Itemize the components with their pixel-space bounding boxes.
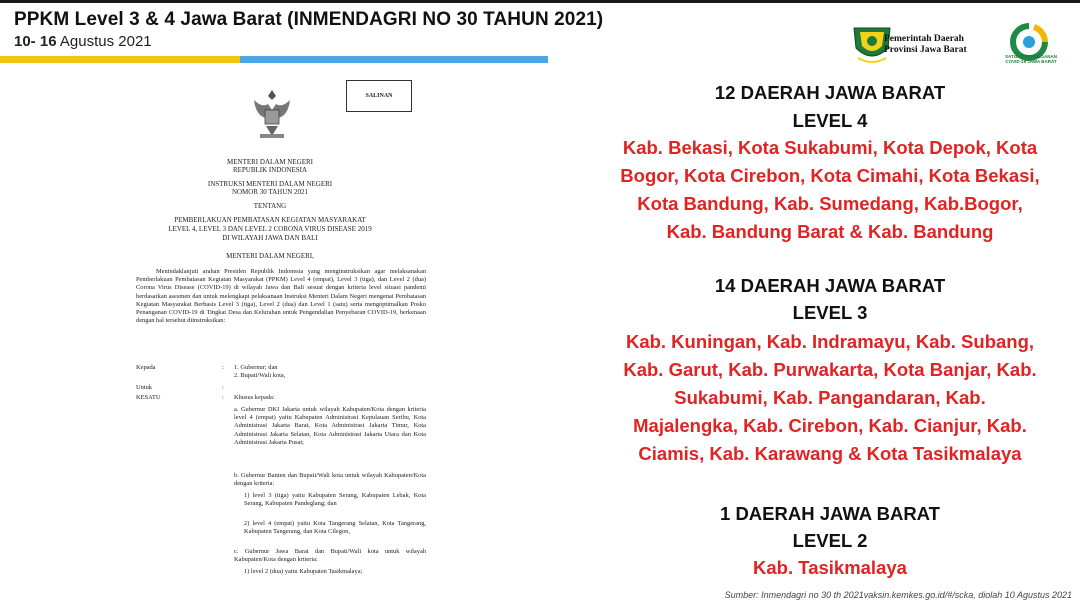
- level2-heading-count: 1 DAERAH JAWA BARAT: [720, 503, 940, 524]
- level3-heading-level: LEVEL 3: [792, 302, 868, 323]
- level4-heading-count: 12 DAERAH JAWA BARAT: [714, 82, 946, 103]
- doc-item-c: c. Gubernur Jawa Barat dan Bupati/Wali kota untuk wilayah Kabupaten/Kota dengan kriteria:: [234, 548, 426, 564]
- level2-region-list: [600, 554, 1060, 582]
- doc-menteri-2: MENTERI DALAM NEGERI,: [226, 252, 314, 260]
- level3-line: Kab. Garut, Kab. Purwakarta, Kota Banjar, Kab.: [623, 359, 1037, 380]
- level4-line: Kab. Bekasi, Kota Sukabumi, Kota Depok, Kota: [622, 137, 1038, 158]
- doc-item-b2: 2) level 4 (empat) yaitu Kota Tangerang Selatan, Kota Tangerang, Kabupaten Tangerang, dan Kota Cilegon,: [244, 520, 426, 536]
- level3-line: Majalengka, Kab. Cirebon, Kab. Cianjur, Kab.: [633, 415, 1027, 436]
- doc-colon-1: :: [222, 364, 224, 371]
- doc-kepada-label: Kepada: [136, 364, 156, 371]
- date-days: 10- 16: [14, 33, 57, 50]
- doc-instruksi: INSTRUKSI MENTERI DALAM NEGERI: [207, 180, 333, 188]
- doc-intro: Menindaklanjuti arahan Presiden Republik Indonesia yang menginstruksikan agar melaksanakan Pemberlakuan Pembatasan Kegiatan Masyarakat (PPKM) Level 4 (empat), Level 3 (tiga), dan Level 2 (dua) Corona Virus Disease (COVID-19) di wilayah Jawa dan Bali sesuai dengan kriteria level situasi pandemi berdasarkan asesmen dan untuk melengkapi pelaksanaan Instruksi Menteri Dalam Negeri mengenai Pembatasan Kegiatan Masyarakat Berbasis Level 3 (tiga), Level 2 (dua) dan Level 1 (satu) serta mengoptimalkan Posko Penanganan COVID-19 di Tingkat Desa dan Kelurahan untuk Pengendalian Penyebaran COVID-19, berkenaan dengan hal tersebut diinstruksikan:: [136, 268, 426, 325]
- level3-region-list: [600, 328, 1060, 468]
- level4-line: Kota Bandung, Kab. Sumedang, Kab.Bogor,: [637, 193, 1023, 214]
- accent-bar-blue: [240, 56, 548, 63]
- level4-line: Kab. Bandung Barat & Kab. Bandung: [666, 221, 994, 242]
- date-range: [14, 33, 152, 50]
- level3-heading-count: 14 DAERAH JAWA BARAT: [714, 275, 946, 296]
- satgas-line-2: COVID-19 JAWA BARAT: [1005, 59, 1057, 64]
- accent-bar-yellow: [0, 56, 240, 63]
- doc-item-c1: 1) level 2 (dua) yaitu Kabupaten Tasikmalaya;: [244, 568, 363, 575]
- doc-kesatu-label: KESATU: [136, 394, 161, 401]
- satgas-text: [1000, 54, 1062, 64]
- level3-line: Ciamis, Kab. Karawang & Kota Tasikmalaya: [638, 443, 1022, 464]
- provinsi-line-1: Pemerintah Daerah: [884, 34, 964, 44]
- provinsi-text: [884, 34, 967, 56]
- doc-nomor: NOMOR 30 TAHUN 2021: [231, 188, 309, 196]
- level2-line: Kab. Tasikmalaya: [753, 557, 907, 578]
- doc-judul-3: DI WILAYAH JAWA DAN BALI: [222, 234, 318, 242]
- provinsi-line-2: Provinsi Jawa Barat: [884, 45, 967, 55]
- doc-republik: REPUBLIK INDONESIA: [232, 166, 308, 174]
- level4-heading-level: LEVEL 4: [792, 110, 868, 131]
- doc-tentang: TENTANG: [253, 202, 287, 210]
- doc-item-b1: 1) level 3 (tiga) yaitu Kabupaten Serang, Kabupaten Lebak, Kota Serang, Kabupaten Pandeglang; dan: [244, 492, 426, 508]
- doc-colon-3: :: [222, 394, 224, 401]
- satgas-line-1: SATGAS PENANGANAN: [1005, 54, 1057, 59]
- doc-judul-1: PEMBERLAKUAN PEMBATASAN KEGIATAN MASYARAKAT: [174, 216, 366, 224]
- doc-item-a: a. Gubernur DKI Jakarta untuk wilayah Kabupaten/Kota dengan kriteria level 4 (empat) yaitu Kabupaten Administrasi Kepulauan Seribu, Kota Administrasi Jakarta Barat, Kota Administrasi Jakarta Timur, Kota Administrasi Jakarta Selatan, Kota Administrasi Jakarta Utara dan Kota Administrasi Jakarta Pusat;: [234, 406, 426, 446]
- doc-colon-2: :: [222, 384, 224, 391]
- salinan-stamp: SALINAN: [346, 80, 412, 112]
- doc-item-b: b. Gubernur Banten dan Bupati/Wali kota untuk wilayah Kabupaten/Kota dengan kriteria:: [234, 472, 426, 488]
- doc-kepada-1: 1. Gubernur; dan: [234, 364, 278, 371]
- level3-line: Sukabumi, Kab. Pangandaran, Kab.: [674, 387, 986, 408]
- level4-line: Bogor, Kota Cirebon, Kota Cimahi, Kota Bekasi,: [620, 165, 1040, 186]
- level3-line: Kab. Kuningan, Kab. Indramayu, Kab. Subang,: [625, 331, 1035, 352]
- doc-untuk-label: Untuk: [136, 384, 152, 391]
- level2-heading-level: LEVEL 2: [792, 530, 868, 551]
- doc-khusus: Khusus kepada:: [234, 394, 275, 401]
- garuda-emblem-icon: [250, 86, 294, 142]
- page-title: PPKM Level 3 & 4 Jawa Barat (INMENDAGRI NO 30 TAHUN 2021): [14, 9, 604, 30]
- doc-judul-2: LEVEL 4, LEVEL 3 DAN LEVEL 2 CORONA VIRUS DISEASE 2019: [168, 225, 372, 233]
- source-note: Sumber: Inmendagri no 30 th 2021vaksin.kemkes.go.id/#/scka, diolah 10 Agustus 2021: [724, 590, 1072, 600]
- level4-region-list: [600, 134, 1060, 246]
- date-month: Agustus 2021: [59, 33, 152, 50]
- inmendagri-document: [60, 78, 480, 598]
- doc-menteri: MENTERI DALAM NEGERI: [227, 158, 313, 166]
- doc-kepada-2: 2. Bupati/Wali kota,: [234, 372, 286, 379]
